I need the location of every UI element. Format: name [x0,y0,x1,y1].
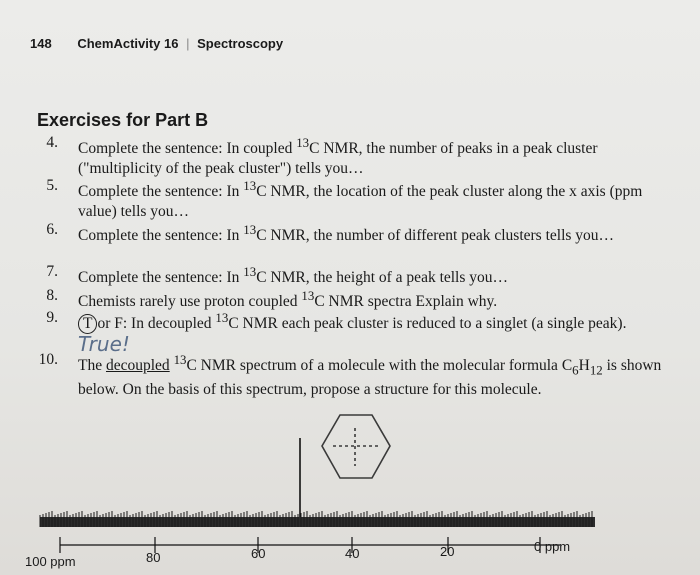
exercise-number: 9. [46,309,58,326]
exercise-number: 10. [38,351,58,368]
tick-label-100ppm: 100 ppm [25,554,76,569]
tick-label-0ppm: 0 ppm [534,539,571,554]
section-title: Exercises for Part B [37,110,209,130]
exercise-text: Chemists rarely use proton coupled $^{13}$C NMR spectra Explain why. [78,288,498,311]
exercise-text: The decoupled $^{13}$C NMR spectrum of a molecule with the molecular formula $C_6H_{12}$ is shown below. On the basis of this spectrum, propose a structure for this molecule. [78,352,662,399]
exercise-number: 7. [46,263,58,280]
exercise-number: 6. [46,221,58,238]
spectrum-baseline [40,517,595,527]
exercise-text: Complete the sentence: In coupled $^{13}$C NMR, the number of peaks in a peak cluster ("multiplicity of the peak cluster") tells you… [78,135,598,178]
handwritten-answer: True! [78,332,130,357]
exercise-text: Complete the sentence: In $^{13}$C NMR, the height of a peak tells you… [78,264,509,287]
chapter-title: Spectroscopy [197,36,284,51]
exercise-number: 4. [46,134,58,151]
cyclohexane-sketch [322,415,390,478]
tick-label-20: 20 [440,544,455,559]
exercise-text: Complete the sentence: In $^{13}$C NMR, the number of different peak clusters tells you… [78,222,615,245]
tick-label-60: 60 [251,546,266,561]
page-number: 148 [30,36,52,51]
exercise-number: 8. [46,287,58,304]
tick-label-40: 40 [345,546,360,561]
exercise-text: T or F: In decoupled $^{13}$C NMR each peak cluster is reduced to a singlet (a single peak). True! [78,310,627,357]
exercise-text: Complete the sentence: In $^{13}$C NMR, the location of the peak cluster along the x axis (ppm value) tells you… [78,178,643,221]
header-separator: | [186,36,190,51]
tick-label-80: 80 [146,550,161,565]
activity-title: ChemActivity 16 [77,36,179,51]
circled-answer-t: T [78,314,97,334]
exercise-number: 5. [46,177,58,194]
